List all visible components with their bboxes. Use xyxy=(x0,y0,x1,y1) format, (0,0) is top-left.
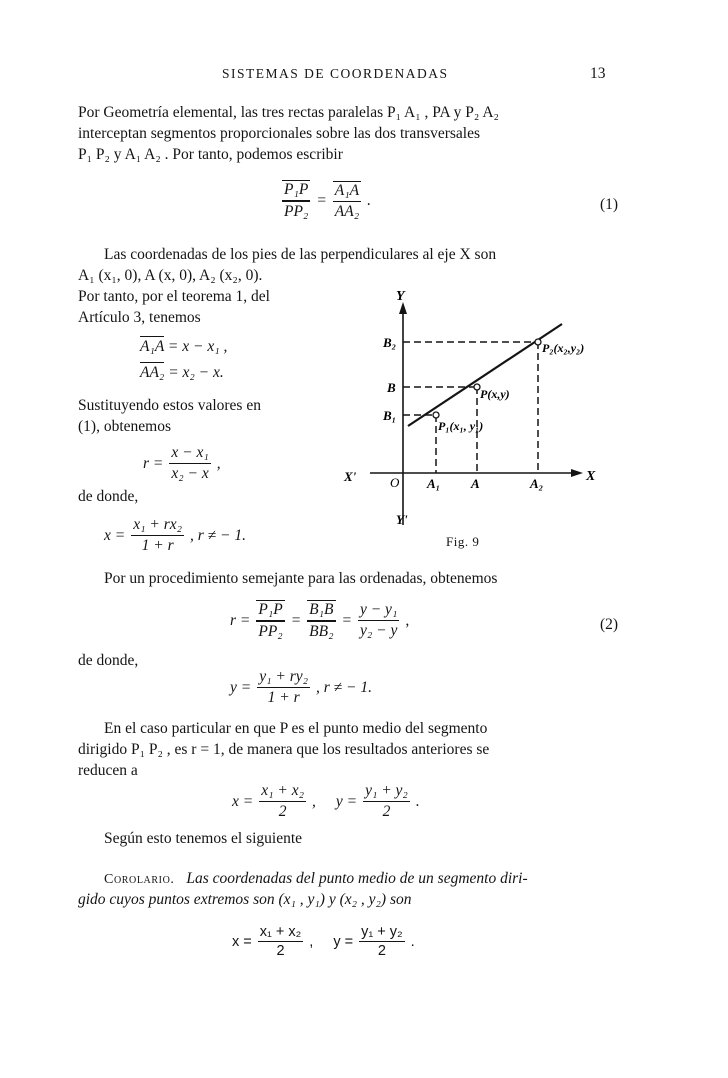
corolario-label: Corolario. xyxy=(104,872,175,887)
eq2-comma: , xyxy=(405,611,410,629)
eq-mid-sep: , xyxy=(311,792,316,810)
eq-aa2 xyxy=(140,364,224,382)
eq-cor-y-num: y₁ + y₂ xyxy=(361,924,403,940)
eq1-equals: = xyxy=(316,191,327,209)
para5-line1: En el caso particular en que P es el punto medio del segmento xyxy=(104,720,488,737)
eq1-rhs-den: AA₂ xyxy=(334,202,360,220)
eq1-lhs-num: P₁P xyxy=(282,180,310,201)
eq-mid-y-num: y₁ + y₂ xyxy=(363,782,410,802)
eq-mid-x-num: x₁ + x₂ xyxy=(259,782,306,802)
eq-cor-sep: , xyxy=(309,933,314,950)
eq1-number: (1) xyxy=(600,196,619,213)
label-b1: B₁ xyxy=(383,408,397,423)
eq2-f1-num: P₁P xyxy=(256,600,284,621)
eq-cor-y-lhs: y = xyxy=(333,933,354,950)
eq-cor-period: . xyxy=(410,933,415,950)
label-origin: O xyxy=(390,475,400,490)
eq-r-lhs: r = xyxy=(143,454,164,472)
point-p2 xyxy=(535,339,541,345)
eq-a1a-rhs: = x − x₁ , xyxy=(167,338,228,355)
label-a1: A₁ xyxy=(427,476,441,491)
eq-y-cond: , r ≠ − 1. xyxy=(316,678,372,696)
label-b: B xyxy=(387,380,396,395)
eq1-period: . xyxy=(367,191,371,209)
eq2-f2-den: BB₂ xyxy=(309,623,334,640)
eq-x-cond: , r ≠ − 1. xyxy=(190,526,246,544)
label-x-prime: X' xyxy=(344,469,357,484)
eq-y-lhs: y = xyxy=(230,678,252,696)
eq-r-comma: , xyxy=(216,454,221,472)
equation-r xyxy=(143,444,221,483)
eq2-equals-b: = xyxy=(341,611,352,629)
eq-cor-x-lhs: x = xyxy=(232,933,252,950)
eq-mid-y-den: 2 xyxy=(382,803,391,820)
de-donde-1: de donde, xyxy=(78,488,139,505)
para6: Según esto tenemos el siguiente xyxy=(104,830,303,847)
equation-x xyxy=(104,516,246,555)
label-x: X xyxy=(586,469,596,484)
label-p1: P₁(x₁, y₁) xyxy=(438,419,484,433)
x-axis-arrow xyxy=(571,469,583,477)
eq-mid-x-lhs: x = xyxy=(232,792,254,810)
equation-midpoint xyxy=(232,782,420,821)
corolario-line2: gido cuyos puntos extremos son (x₁ , y₁) y (x₂ , y₂) son xyxy=(78,891,412,908)
para3-line2: (1), obtenemos xyxy=(78,418,171,435)
label-y-prime: Y' xyxy=(396,512,408,527)
eq2-equals-a: = xyxy=(290,611,302,629)
eq-x-lhs: x = xyxy=(104,526,126,544)
page-number: 13 xyxy=(590,65,606,82)
eq1-rhs-num: A₁A xyxy=(333,181,361,202)
eq1-lhs-den: PP₂ xyxy=(284,203,309,220)
figure-caption: Fig. 9 xyxy=(446,534,480,549)
eq-cor-x-den: 2 xyxy=(276,943,285,959)
para5-line3: reducen a xyxy=(78,762,138,779)
eq-y-num: y₁ + ry₂ xyxy=(257,668,310,688)
eq-aa2-rhs: = x₂ − x. xyxy=(168,364,224,381)
eq2-f2-num: B₁B xyxy=(307,600,335,621)
eq-r-num: x − x₁ xyxy=(169,444,210,464)
corolario-text-1: Las coordenadas del punto medio de un segmento diri- xyxy=(186,870,528,887)
eq-r-den: x₂ − x xyxy=(171,465,209,482)
label-a2: A₂ xyxy=(530,476,544,491)
eq-y-den: 1 + r xyxy=(267,689,300,706)
label-p: P(x,y) xyxy=(480,387,510,401)
eq-mid-y-lhs: y = xyxy=(335,792,358,810)
eq-mid-period: . xyxy=(415,792,420,810)
eq-x-num: x₁ + rx₂ xyxy=(131,516,184,536)
para1-line3: P₁ P₂ y A₁ A₂ . Por tanto, podemos escribir xyxy=(78,146,343,163)
eq-mid-x-den: 2 xyxy=(278,803,287,820)
eq2-f3-den: y₂ − y xyxy=(359,622,398,639)
point-p1 xyxy=(433,412,439,418)
para4: Por un procedimiento semejante para las ordenadas, obtenemos xyxy=(104,570,498,587)
para2-line1: Las coordenadas de los pies de las perpendiculares al eje X son xyxy=(104,246,497,263)
label-p2: P₂(x₂,y₂) xyxy=(542,341,585,355)
eq-cor-x-num: x₁ + x₂ xyxy=(259,924,302,940)
equation-2 xyxy=(230,600,409,641)
label-b2: B₂ xyxy=(383,335,397,350)
para3-line1: Sustituyendo estos valores en xyxy=(78,397,261,414)
eq2-f3-num: y − y₁ xyxy=(358,601,399,621)
eq2-f1-den: PP₂ xyxy=(258,623,283,640)
eq-a1a xyxy=(140,338,227,356)
eq2-number: (2) xyxy=(600,616,619,633)
eq2-lhs: r = xyxy=(230,611,251,629)
para1-line1: Por Geometría elemental, las tres rectas paralelas P₁ A₁ , PA y P₂ A₂ xyxy=(78,104,499,121)
eq-x-den: 1 + r xyxy=(141,537,174,554)
para2-line2: A₁ (x₁, 0), A (x, 0), A₂ (x₂, 0). xyxy=(78,267,263,284)
para1-line2: interceptan segmentos proporcionales sobre las dos transversales xyxy=(78,125,481,142)
eq-aa2-lhs: AA₂ xyxy=(140,364,165,381)
figure-9-diagram xyxy=(330,280,620,540)
equation-corolario xyxy=(232,924,415,959)
eq-cor-y-den: 2 xyxy=(377,943,386,959)
para2-line4: Artículo 3, tenemos xyxy=(78,309,201,326)
corolario-line1 xyxy=(104,870,528,888)
label-a: A xyxy=(471,476,480,491)
running-header: SISTEMAS DE COORDENADAS xyxy=(222,66,449,81)
equation-1 xyxy=(282,180,371,221)
para5-line2: dirigido P₁ P₂ , es r = 1, de manera que los resultados anteriores se xyxy=(78,741,490,758)
para2-line3: Por tanto, por el teorema 1, del xyxy=(78,288,270,305)
equation-y xyxy=(230,668,372,707)
label-y: Y xyxy=(396,289,405,304)
de-donde-2: de donde, xyxy=(78,652,139,669)
eq-a1a-lhs: A₁A xyxy=(140,338,165,355)
